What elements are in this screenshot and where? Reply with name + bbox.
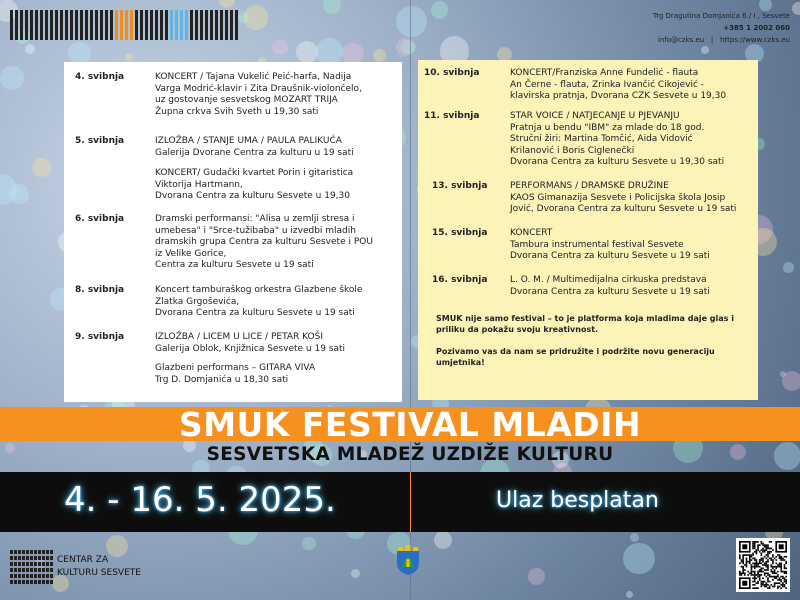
event-line: Trg D. Domjanića u 18,30 sati (155, 374, 289, 385)
event-line: An Černe - flauta, Zrinka Ivančić Cikojević - (510, 79, 705, 90)
event-date: 8. svibnja (75, 285, 125, 295)
event-line: Krilanović i Boris Ciglenečki (510, 145, 635, 156)
event-date: 13. svibnja (432, 181, 488, 191)
event-line: Dramski performansi: "Alisa u zemlji stresa i (155, 214, 355, 224)
event-date: 10. svibnja (424, 68, 480, 78)
event-line: Varga Modrić-klavir i Zita Draušnik-violončelo, (155, 83, 362, 94)
note-paragraph-2: Pozivamo vas da nam se pridružite i podržite novu generaciju umjetnika! (436, 347, 715, 367)
event-line: uz gostovanje sesvetskog MOZART TRIJA (155, 95, 338, 105)
event-line: klavirska pratnja, Dvorana CZK Sesvete u 19,30 (510, 91, 727, 101)
event-line: Galerija Dvorane Centra za kulturu u 19 sati (155, 147, 354, 158)
event-line: dramskih grupa Centra za kulturu Sesvete i POU (155, 237, 373, 247)
contact-phone: +385 1 2002 060 (723, 24, 790, 32)
event-date: 15. svibnja (432, 228, 488, 238)
event-line: Glazbeni performans – GITARA VIVA (155, 363, 316, 373)
event-date: 5. svibnja (75, 136, 125, 146)
note-paragraph-1: SMUK nije samo festival – to je platforma koja mladima daje glas i priliku da pokažu svoju kreativnost. (436, 314, 734, 334)
event-line: Galerija Oblok, Knjižnica Sesvete u 19 sati (155, 343, 346, 354)
event-line: Dvorana Centra za kulturu Sesvete u 19,30 sati (510, 157, 725, 167)
event-line: Dvorana Centra za kulturu Sesvete u 19,30 (155, 191, 350, 201)
event-line: Zlatka Grgoševića, (155, 296, 240, 307)
band-divider (410, 472, 411, 532)
event-line: Jović, Dvorana Centra za kulturu Sesvete u 19 sati (510, 204, 737, 214)
czks-bars-logo (10, 10, 238, 40)
event-date: 16. svibnja (432, 275, 488, 285)
event-line: Dvorana Centra za kulturu Sesvete u 19 sati (155, 308, 355, 318)
event-date: 6. svibnja (75, 214, 125, 224)
event-line: IZLOŽBA / LICEM U LICE / PETAR KOŠI (155, 332, 323, 342)
event-line: Župna crkva Svih Sveth u 19,30 sati (155, 106, 319, 117)
event-line: umebesa" i "Srce-tužibaba" u izvedbi mladih (155, 225, 356, 236)
czks-logo-text: CENTAR ZA KULTURU SESVETE (57, 555, 141, 578)
event-line: Dvorana Centra za kulturu Sesvete u 19 sati (510, 251, 710, 261)
event-line: Centra za kulturu Sesvete u 19 sati (155, 260, 314, 270)
event-line: Koncert tamburaškog orkestra Glazbene škole (155, 285, 363, 295)
event-line: Tambura instrumental festival Sesvete (510, 239, 684, 250)
event-line: KONCERT / Tajana Vukelić Peić-harfa, Nadija (155, 72, 352, 82)
event-line: STAR VOICE / NATJECANJE U PJEVANJU (510, 111, 680, 121)
festival-dates: 4. - 16. 5. 2025. (64, 480, 336, 520)
contact-email-web: info@czks.eu | https://www.czks.eu (657, 36, 790, 44)
contact-block (653, 10, 790, 46)
event-line: IZLOŽBA / STANJE UMA / PAULA PALIKUĆA (155, 136, 342, 146)
event-date: 4. svibnja (75, 72, 125, 82)
event-line: PERFORMANS / DRAMSKE DRUŽINE (510, 181, 669, 191)
event-line: L. O. M. / Multimedijalna cirkuska predstava (510, 275, 707, 285)
event-line: KONCERT (510, 228, 553, 238)
event-line: KONCERT/Franziska Anne Fundelić - flauta (510, 68, 699, 78)
event-line: Pratnja u bendu "IBM" za mlade do 18 god. (510, 122, 705, 133)
czks-logo-mark (10, 550, 53, 584)
event-line: Stručni žiri: Martina Tomčić, Aida Vidović (510, 134, 693, 144)
festival-subtitle: SESVETSKA MLADEŽ UZDIŽE KULTURU (206, 444, 614, 465)
festival-note (436, 313, 756, 379)
festival-title: SMUK FESTIVAL MLADIH (178, 405, 642, 444)
event-line: KONCERT/ Gudački kvartet Porin i gitaristica (155, 168, 354, 178)
event-date: 11. svibnja (424, 111, 480, 121)
event-date: 9. svibnja (75, 332, 125, 342)
contact-address: Trg Dragutina Domjanića 6 / I , Sesvete (652, 12, 790, 20)
czks-logo (10, 550, 141, 584)
event-line: Dvorana Centra za kulturu Sesvete u 19 sati (510, 286, 710, 297)
qr-code-icon[interactable] (736, 538, 790, 592)
free-entry-label: Ulaz besplatan (496, 488, 659, 513)
event-line: Viktorija Hartmann, (155, 179, 243, 190)
event-line: iz Velike Gorice, (155, 248, 227, 259)
sesvete-coat-of-arms-icon (396, 545, 420, 575)
event-line: KAOS Gimanazija Sesvete i Policijska škola Josip (510, 192, 726, 203)
